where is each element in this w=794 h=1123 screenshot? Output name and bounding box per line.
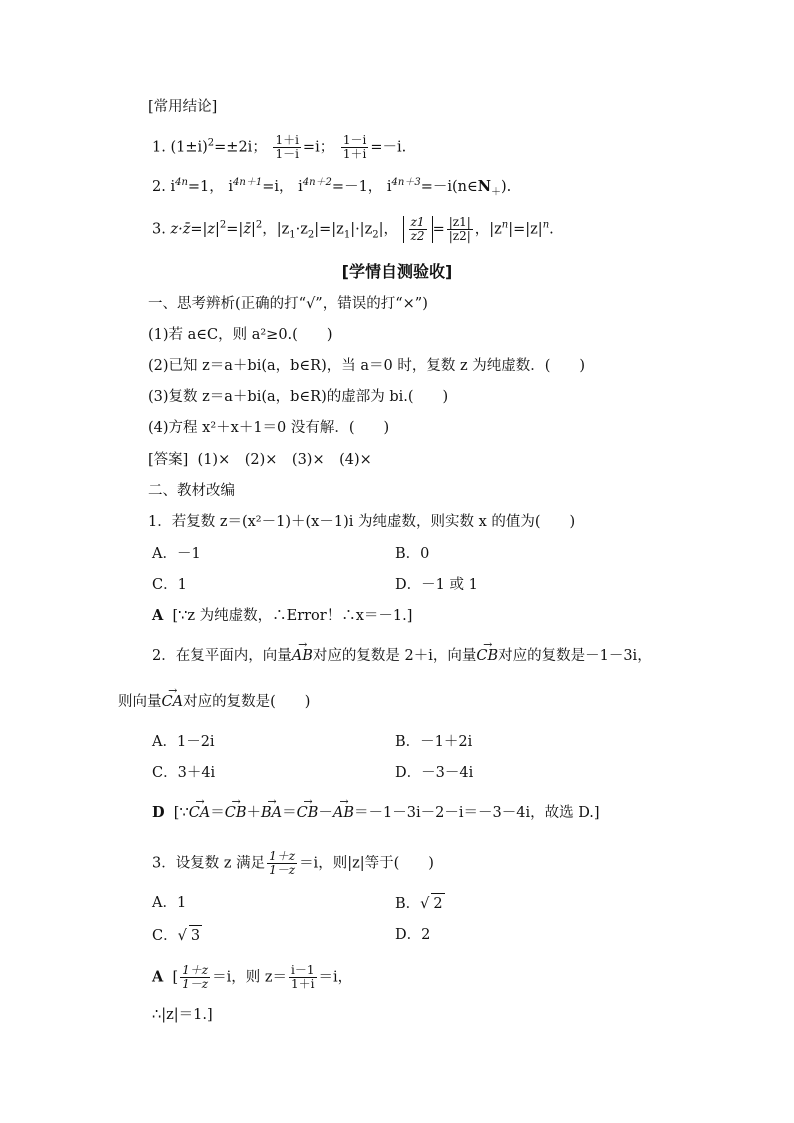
q1-option-d: D．－1 或 1 xyxy=(395,577,478,593)
fraction: $\frac{i-1}{1+i}$ xyxy=(291,963,315,991)
part2-q3-stem: 3．设复数 z 满足 $\frac{1+z}{1-z}$ ＝i，则|z|等于( ) xyxy=(152,849,434,877)
q1-option-b: B．0 xyxy=(395,546,430,562)
vector-CA: → CA xyxy=(162,692,184,712)
q3-option-d: D．2 xyxy=(395,927,431,943)
conclusion-1: 1. $(1\pm i)^2=\pm 2i$； $\frac{1+i}{1-i}$ =i； $\frac{1-i}{1+i}$ =－i. xyxy=(152,133,407,161)
q3-option-c: C．√ 3 xyxy=(152,925,202,946)
part2-q2-stem-cont: 则向量→ CA对应的复数是( ) xyxy=(118,692,310,712)
q3-answer: A [ $\frac{1+z}{1-z}$ ＝i，则 z＝ $\frac{i-1}{1+i}$ ＝i， xyxy=(152,963,353,991)
part1-q2: (2)已知 z＝a＋bi(a，b∈R)，当 a＝0 时，复数 z 为纯虚数．( ) xyxy=(148,358,586,374)
q1-answer: A [∵z 为纯虚数，∴Error！∴x＝－1.] xyxy=(152,607,413,624)
fraction: $\frac{1+z}{1-z}$ xyxy=(182,963,209,991)
part1-title: 一、思考辨析(正确的打“√”，错误的打“×”) xyxy=(148,296,428,312)
fraction: $\frac{|z1|}{|z2|}$ xyxy=(448,215,471,243)
answer-label: [答案] xyxy=(148,452,189,468)
conclusion-2: 2. $i^{4n}=1$， $i^{4n+1}=i$， $i^{4n+2}=-1$， $i^{4n+3}=-i(n\in N_+)$. xyxy=(152,177,512,198)
q3-option-b: B．√ 2 xyxy=(395,893,445,914)
answer-letter: A xyxy=(152,968,164,986)
answer-letter: A xyxy=(152,607,164,624)
q2-option-c: C．3＋4i xyxy=(152,765,216,781)
q2-answer: D [∵→ CA＝→ CB＋→ BA＝→ CB－→ AB＝－1－3i－2－i＝－3－4i，故选 D.] xyxy=(152,803,600,823)
q3-answer-end: ∴|z|＝1.] xyxy=(152,1007,213,1023)
q2-option-d: D．－3－4i xyxy=(395,765,474,781)
answer-text: (1)× (2)× (3)× (4)× xyxy=(197,452,372,468)
part2-title: 二、教材改编 xyxy=(148,483,235,499)
part2-q1-stem: 1．若复数 z＝(x²－1)＋(x－1)i 为纯虚数，则实数 x 的值为( ) xyxy=(148,514,576,530)
q3-option-a: A．1 xyxy=(152,895,187,911)
part2-q2-stem: 2．在复平面内，向量→ AB对应的复数是 2＋i，向量→ CB对应的复数是－1－3i， xyxy=(152,646,652,666)
fraction: $\frac{z1}{z2}$ xyxy=(410,215,425,243)
q1-option-c: C．1 xyxy=(152,577,187,593)
conclusion-3: 3. $z\cdot z̄=|z|^2=|z̄|^2$，$|z_1\cdot z_2|=|z_1|\cdot|z_2|$， $\frac{z1}{z2}$ = $\frac{|z1|}{|z2|}$ ，$|z^n|=|z|^n$. xyxy=(152,215,554,243)
part1-q1: (1)若 a∈C，则 a²≥0.( ) xyxy=(148,327,333,343)
fraction: $\frac{1-i}{1+i}$ xyxy=(342,133,367,161)
vector-AB: → AB xyxy=(292,646,313,666)
fraction: $\frac{1+z}{1-z}$ xyxy=(269,849,296,877)
part1-q4: (4)方程 x²＋x＋1＝0 没有解．( ) xyxy=(148,420,390,436)
part1-answer xyxy=(148,450,372,470)
part1-q3: (3)复数 z＝a＋bi(a，b∈R)的虚部为 bi.( ) xyxy=(148,389,449,405)
q2-option-b: B．－1＋2i xyxy=(395,734,473,750)
section-heading: [学情自测验收] xyxy=(341,262,453,281)
fraction: $\frac{1+i}{1-i}$ xyxy=(275,133,299,161)
q1-option-a: A．－1 xyxy=(152,546,201,562)
conclusions-title: [常用结论] xyxy=(148,99,218,115)
q2-option-a: A．1－2i xyxy=(152,734,215,750)
vector-CB: → CB xyxy=(476,646,498,666)
answer-letter: D xyxy=(152,804,165,821)
